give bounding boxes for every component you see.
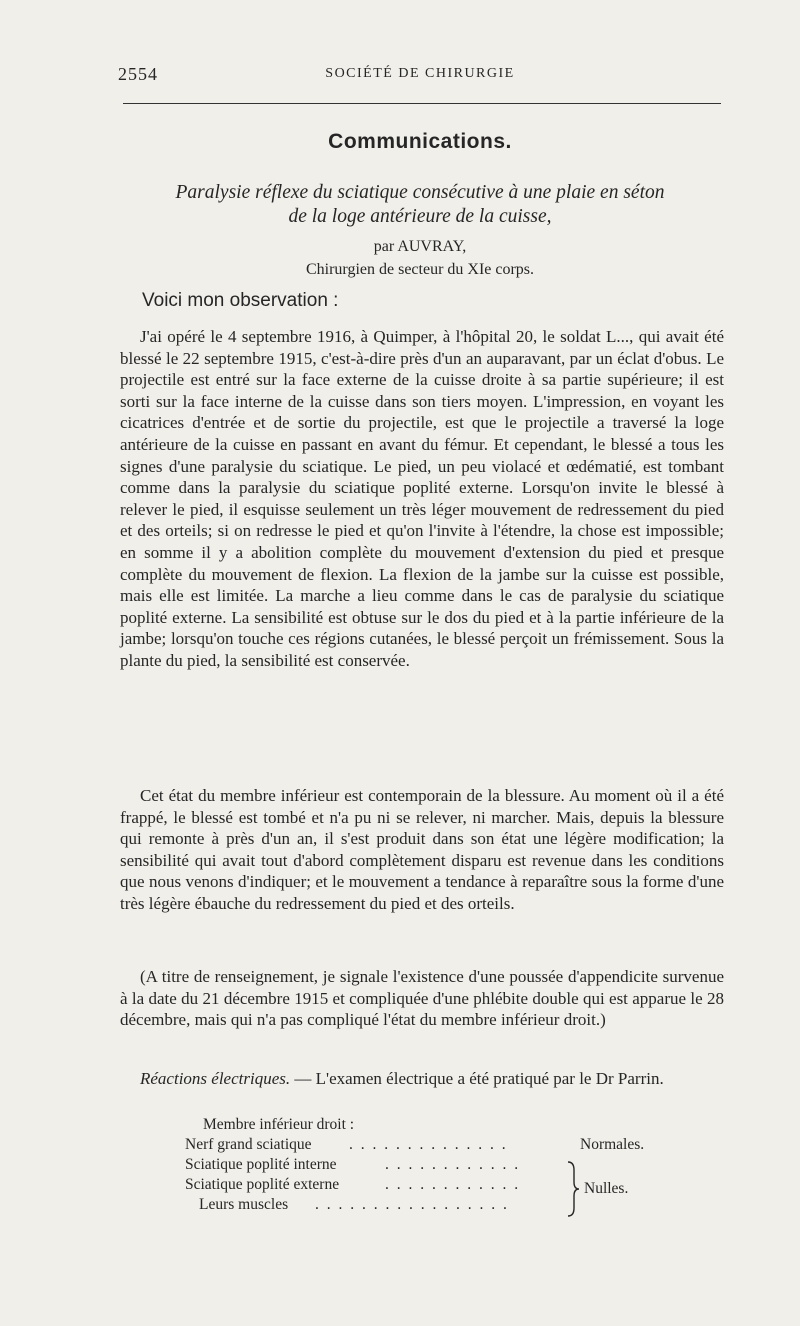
- leader-dots: . . . . . . . . . . . .: [385, 1156, 521, 1173]
- result-null: Nulles.: [584, 1180, 629, 1197]
- right-brace-icon: [566, 1160, 580, 1218]
- findings-label: Sciatique poplité externe: [185, 1176, 340, 1193]
- findings-label: Sciatique poplité interne: [185, 1156, 337, 1173]
- paragraph-appendicitis: (A titre de renseignement, je signale l'existence d'une poussée d'appendicite survenue à la date du 21 décembre 1915 et compliquée d'une phlébite double qui est apparue le 28 décembre, mais qui n'a pas compliqué l'état du membre inférieur droit.): [120, 967, 724, 1030]
- intro-line: Voici mon observation :: [142, 290, 339, 311]
- leader-dots: . . . . . . . . . . . . . . . . .: [315, 1196, 509, 1213]
- affiliation-line: Chirurgien de secteur du XIe corps.: [305, 261, 535, 278]
- running-title: SOCIÉTÉ DE CHIRURGIE: [325, 66, 515, 81]
- author-line: par AUVRAY,: [373, 238, 467, 255]
- findings-row: [199, 1196, 509, 1216]
- result-normal: Normales.: [580, 1136, 645, 1153]
- findings-row: [185, 1136, 508, 1156]
- findings-row: [185, 1156, 521, 1176]
- running-header: [118, 64, 722, 86]
- electrical-paragraph: [120, 1068, 724, 1090]
- leader-dots: . . . . . . . . . . . .: [385, 1176, 521, 1193]
- paragraph-evolution: Cet état du membre inférieur est contemporain de la blessure. Au moment où il a été frappé, le blessé est tombé et n'a pu ni se relever, ni marcher. Mais, depuis la blessure qui remonte à près d'un an, il s'est produit dans son état une légère modification; la sensibilité qui avait tout d'abord complètement disparu est revenue dans les conditions que nous venons d'indiquer; et le mouvement a tendance à reparaître sous la forme d'une très légère ébauche du redressement du pied et des orteils.: [120, 786, 724, 913]
- leader-dots: . . . . . . . . . . . . . .: [349, 1136, 508, 1153]
- article-title: [115, 181, 725, 229]
- page-number: 2554: [118, 64, 158, 84]
- findings-heading: Membre inférieur droit :: [203, 1116, 355, 1133]
- article-title-line-2: de la loge antérieure de la cuisse,: [288, 206, 552, 227]
- paragraph-observation: J'ai opéré le 4 septembre 1916, à Quimper, à l'hôpital 20, le soldat L..., qui avait été blessé le 22 septembre 1915, c'est-à-dire près d'un an auparavant, par un éclat d'obus. Le projectile est entré sur la face externe de la cuisse droite à sa partie supérieure; il est sorti sur la face interne de la cuisse dans son tiers moyen. L'impression, en voyant les cicatrices d'entrée et de sortie du projectile, est que le projectile a traversé la loge antérieure de la cuisse en passant en avant du fémur. Et cependant, le blessé a tous les signes d'une paralysie du sciatique. Le pied, un peu violacé et œdématié, est tombant comme dans la paralysie du sciatique poplité externe. Lorsqu'on invite le blessé à relever le pied, il esquisse seulement un très léger mouvement de redressement du pied et des orteils; si on redresse le pied et qu'on l'invite à l'étendre, la chose est impossible; en somme il y a abolition complète du mouvement d'extension du pied et presque complète du mouvement de flexion. La flexion de la jambe sur la cuisse est possible, mais elle est limitée. La marche a lieu comme dans le cas de paralysie du sciatique poplité externe. La sensibilité est obtuse sur le dos du pied et à la partie inférieure de la jambe; lorsqu'on touche ces régions cutanées, le blessé perçoit un frémissement. Sous la plante du pied, la sensibilité est conservée.: [120, 327, 724, 670]
- header-rule: [123, 103, 721, 104]
- electrical-title: Réactions électriques.: [140, 1069, 291, 1088]
- findings-label: Nerf grand sciatique: [185, 1136, 312, 1153]
- findings-label: Leurs muscles: [199, 1196, 289, 1213]
- findings-row: [185, 1176, 521, 1196]
- electrical-text: — L'examen électrique a été pratiqué par le Dr Parrin.: [290, 1069, 664, 1088]
- article-title-line-1: Paralysie réflexe du sciatique consécutive à une plaie en séton: [175, 182, 665, 203]
- section-heading: Communications.: [328, 130, 512, 153]
